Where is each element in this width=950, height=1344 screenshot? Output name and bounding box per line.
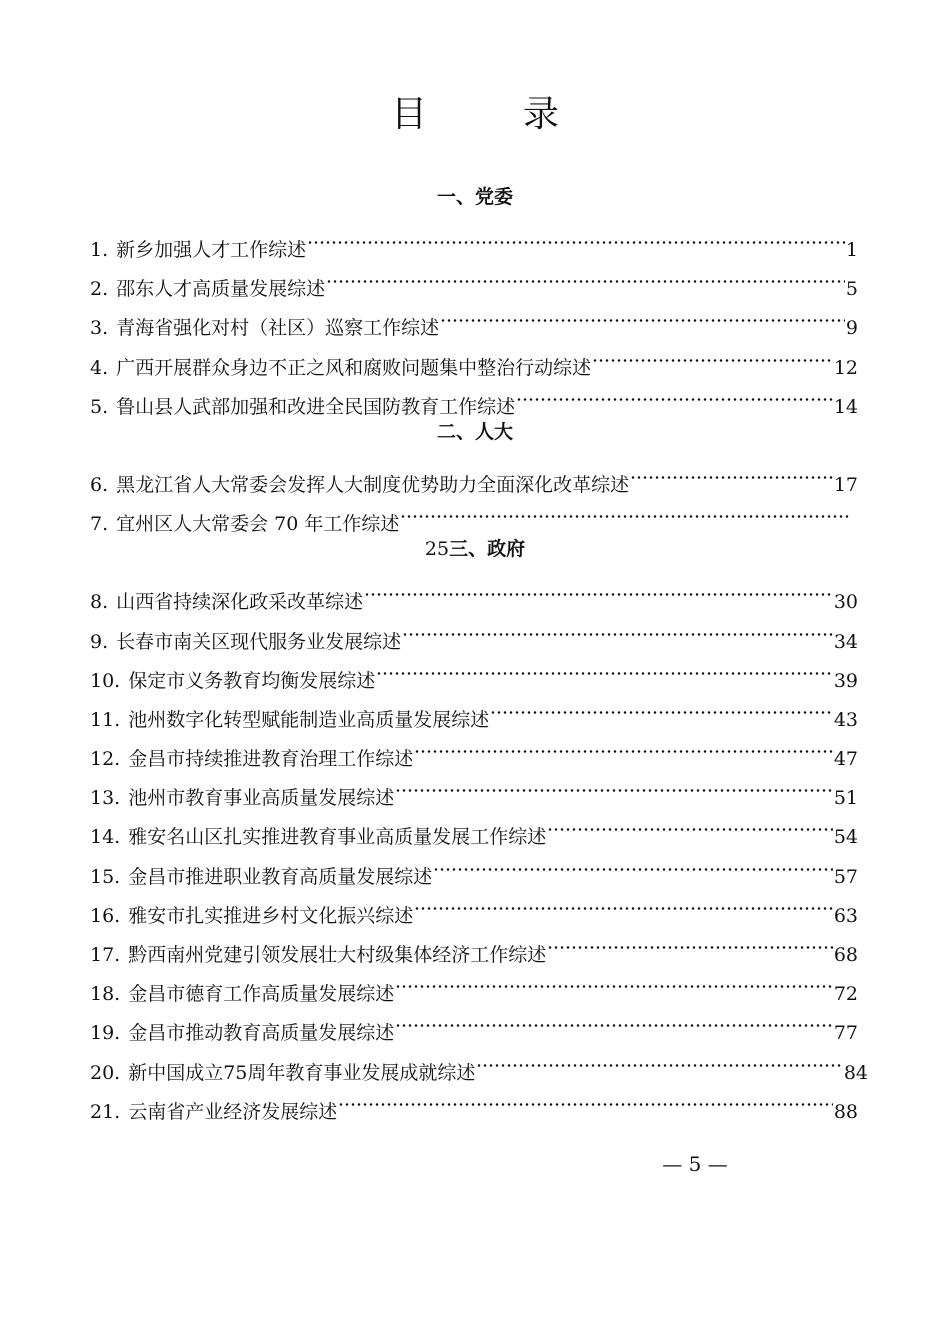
toc-dot-leader xyxy=(547,922,833,961)
toc-entry-title: 广西开展群众身边不正之风和腐败问题集中整治行动综述 xyxy=(116,356,592,379)
toc-entry-page: 9 xyxy=(845,317,858,340)
toc-entry[interactable] xyxy=(0,961,950,1006)
toc-entry-page: 63 xyxy=(833,904,858,927)
toc-entry-page: 34 xyxy=(833,630,858,653)
toc-entry-number: 18. xyxy=(90,983,121,1006)
toc-dot-leader xyxy=(440,295,845,334)
toc-dot-leader xyxy=(376,648,833,687)
toc-entry-number: 15. xyxy=(90,865,121,888)
toc-entry-title: 黑龙江省人大常委会发挥人大制度优势助力全面深化改革综述 xyxy=(116,473,630,496)
toc-entry[interactable] xyxy=(0,452,950,496)
toc-entry-title: 雅安名山区扎实推进教育事业高质量发展工作综述 xyxy=(128,826,547,849)
toc-entry-number: 11. xyxy=(90,708,121,731)
toc-entry[interactable] xyxy=(0,687,950,731)
toc-entry[interactable] xyxy=(0,726,950,771)
toc-entry-page: 68 xyxy=(833,944,858,966)
toc-entry-title: 池州数字化转型赋能制造业高质量发展综述 xyxy=(128,708,490,731)
toc-entry-title: 邵东人才高质量发展综述 xyxy=(116,278,326,301)
toc-entry-page: 1 xyxy=(845,239,858,261)
toc-entry-page: 84 xyxy=(843,1061,868,1084)
toc-entry-title: 新中国成立75周年教育事业发展成就综述 xyxy=(128,1061,476,1084)
toc-entry[interactable] xyxy=(0,922,950,966)
toc-entry-number: 10. xyxy=(90,669,121,692)
toc-entry-page: 88 xyxy=(833,1100,858,1123)
toc-entry-number: 20. xyxy=(90,1061,121,1084)
toc-entry-page: 12 xyxy=(833,356,858,379)
toc-dot-leader xyxy=(338,1079,833,1118)
toc-entry-number: 8. xyxy=(90,591,109,614)
toc-entry-title: 金昌市推动教育高质量发展综述 xyxy=(128,1022,395,1045)
toc-dot-leader xyxy=(395,1000,833,1039)
toc-entry-page: 77 xyxy=(833,1022,858,1045)
toc-entry[interactable] xyxy=(0,256,950,301)
toc-entry-number: 14. xyxy=(90,826,121,849)
toc-entry-title: 宜州区人大常委会 70 年工作综述 xyxy=(116,513,400,536)
toc-entry-number: 5. xyxy=(90,395,109,418)
section-heading xyxy=(0,530,950,569)
toc-dot-leader xyxy=(400,491,849,530)
toc-entry-number: 12. xyxy=(90,748,121,771)
toc-entry[interactable] xyxy=(0,569,950,614)
toc-entry-title: 山西省持续深化政采改革综述 xyxy=(116,591,364,614)
toc-entry[interactable] xyxy=(0,217,950,261)
toc-dot-leader xyxy=(414,726,833,765)
toc-entry-number: 7. xyxy=(90,513,109,536)
toc-dot-leader xyxy=(547,804,833,843)
table-of-contents xyxy=(0,178,950,1123)
toc-entry[interactable] xyxy=(0,335,950,379)
toc-entry-page: 72 xyxy=(833,983,858,1006)
toc-entry-page: 14 xyxy=(833,395,858,418)
section-heading-label: 一、党委 xyxy=(436,186,513,208)
section-heading-label: 二、人大 xyxy=(436,420,513,443)
toc-dot-leader xyxy=(490,687,833,726)
toc-entry-page: 30 xyxy=(833,591,858,614)
toc-dot-leader xyxy=(307,217,845,256)
section-heading xyxy=(0,178,950,217)
toc-entry-page: 57 xyxy=(833,865,858,888)
toc-entry-page: 54 xyxy=(833,826,858,849)
toc-dot-leader xyxy=(326,256,845,295)
toc-entry-number: 16. xyxy=(90,904,121,927)
toc-entry-title: 金昌市持续推进教育治理工作综述 xyxy=(128,748,414,771)
toc-dot-leader xyxy=(414,883,833,922)
toc-entry-title: 金昌市德育工作高质量发展综述 xyxy=(128,983,395,1006)
toc-entry-page: 39 xyxy=(833,669,858,692)
page-number-label: — 5 — xyxy=(662,1152,728,1176)
toc-entry-title: 长春市南关区现代服务业发展综述 xyxy=(116,630,402,653)
toc-dot-leader xyxy=(364,569,833,608)
page-title: 目 录 xyxy=(390,94,589,135)
toc-entry-number: 17. xyxy=(90,944,121,966)
toc-entry-page: 43 xyxy=(833,708,858,731)
toc-entry-number: 1. xyxy=(90,239,109,261)
toc-dot-leader xyxy=(395,765,833,804)
toc-entry-number: 19. xyxy=(90,1022,121,1045)
toc-entry-title: 青海省强化对村（社区）巡察工作综述 xyxy=(116,317,440,340)
toc-entry[interactable] xyxy=(0,1079,950,1123)
toc-entry[interactable] xyxy=(0,374,950,418)
toc-entry-number: 2. xyxy=(90,278,109,301)
toc-entry-title: 金昌市推进职业教育高质量发展综述 xyxy=(128,865,433,888)
toc-entry-title: 云南省产业经济发展综述 xyxy=(128,1100,338,1123)
toc-entry-number: 3. xyxy=(90,317,109,340)
section-heading xyxy=(0,413,950,452)
toc-entry[interactable] xyxy=(0,295,950,340)
toc-entry-title: 新乡加强人才工作综述 xyxy=(116,239,307,261)
toc-entry-page: 17 xyxy=(833,473,858,496)
toc-entry-number: 13. xyxy=(90,787,121,810)
toc-entry-title: 保定市义务教育均衡发展综述 xyxy=(128,669,376,692)
toc-entry-page: 51 xyxy=(833,787,858,810)
toc-entry[interactable] xyxy=(0,883,950,927)
toc-entry[interactable] xyxy=(0,804,950,849)
toc-entry[interactable] xyxy=(0,609,950,653)
toc-entry-number: 9. xyxy=(90,630,109,653)
toc-entry-title: 雅安市扎实推进乡村文化振兴综述 xyxy=(128,904,414,927)
toc-dot-leader xyxy=(592,335,833,374)
toc-entry-title: 鲁山县人武部加强和改进全民国防教育工作综述 xyxy=(116,395,516,418)
toc-entry-page: 5 xyxy=(845,278,858,301)
toc-dot-leader xyxy=(395,961,833,1000)
section-heading-label: 三、政府 xyxy=(449,538,526,561)
toc-dot-leader xyxy=(476,1040,842,1079)
toc-dot-leader xyxy=(433,844,833,883)
toc-entry-number: 6. xyxy=(90,473,109,496)
toc-entry[interactable] xyxy=(0,491,950,536)
toc-dot-leader xyxy=(402,609,833,648)
toc-entry-title: 池州市教育事业高质量发展综述 xyxy=(128,787,395,810)
toc-entry-number: 4. xyxy=(90,356,109,379)
toc-entry[interactable] xyxy=(0,1040,950,1084)
toc-entry[interactable] xyxy=(0,765,950,810)
toc-entry[interactable] xyxy=(0,1000,950,1045)
toc-entry-number: 21. xyxy=(90,1100,121,1123)
toc-entry-title: 黔西南州党建引领发展壮大村级集体经济工作综述 xyxy=(128,944,547,966)
toc-entry[interactable] xyxy=(0,844,950,888)
toc-dot-leader xyxy=(516,374,833,413)
toc-entry[interactable] xyxy=(0,648,950,692)
toc-entry-page: 47 xyxy=(833,748,858,771)
section-heading-prefix: 25 xyxy=(424,538,450,561)
toc-dot-leader xyxy=(630,452,833,491)
